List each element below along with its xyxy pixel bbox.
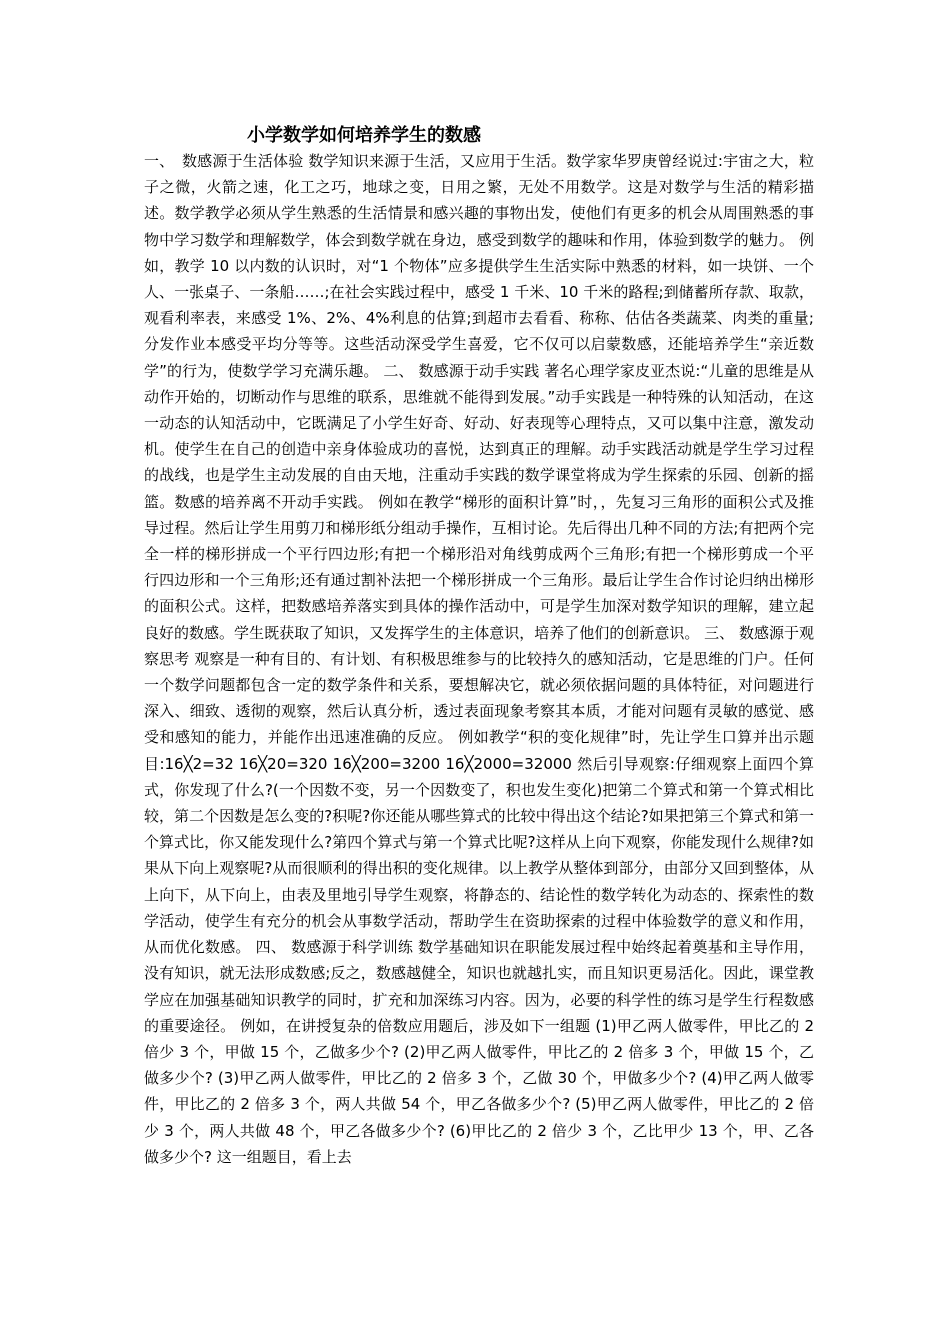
document-title: 小学数学如何培养学生的数感 xyxy=(247,125,481,146)
document-body-text: 一、 数感源于生活体验 数学知识来源于生活，又应用于生活。数学家华罗庚曾经说过:宇宙之大，粒子之微，火箭之速，化工之巧，地球之变，日用之繁，无处不用数学。这是对数学与生活的精彩描述。数学教学必须从学生熟悉的生活情景和感兴趣的事物出发，使他们有更多的机会从周围熟悉的事物中学习数学和理解数学，体会到数学就在身边，感受到数学的趣味和作用，体验到数学的魅力。 例如，教学 10 以内数的认识时，对“1 个物体”应多提供学生生活实际中熟悉的材料，如一块饼、一个人、一张桌子、一条船……;在社会实践过程中，感受 1 千米、10 千米的路程;到储蓄所存款、取款，观看利率表，来感受 1%、2%、4%利息的估算;到超市去看看、称称、估估各类蔬菜、肉类的重量;分发作业本感受平均分等等。这些活动深受学生喜爱，它不仅可以启蒙数感，还能培养学生“亲近数学”的行为，使数学学习充满乐趣。 二、 数感源于动手实践 著名心理学家皮亚杰说:“儿童的思维是从动作开始的，切断动作与思维的联系，思维就不能得到发展。”动手实践是一种特殊的认知活动，在这一动态的认知活动中，它既满足了小学生好奇、好动、好表现等心理特点，又可以集中注意，激发动机。使学生在自己的创造中亲身体验成功的喜悦，达到真正的理解。动手实践活动就是学生学习过程的战线，也是学生主动发展的自由天地，注重动手实践的数学课堂将成为学生探索的乐园、创新的摇篮。数感的培养离不开动手实践。 例如在教学“梯形的面积计算”时，，先复习三角形的面积公式及推导过程。然后让学生用剪刀和梯形纸分组动手操作，互相讨论。先后得出几种不同的方法;有把两个完全一样的梯形拼成一个平行四边形;有把一个梯形沿对角线剪成两个三角形;有把一个梯形剪成一个平行四边形和一个三角形;还有通过割补法把一个梯形拼成一个三角形。最后让学生合作讨论归纳出梯形的面积公式。这样，把数感培养落实到具体的操作活动中，可是学生加深对数学知识的理解，建立起良好的数感。学生既获取了知识，又发挥学生的主体意识，培养了他们的创新意识。 三、 数感源于观察思考 观察是一种有目的、有计划、有积极思维参与的比较持久的感知活动，它是思维的门户。任何一个数学问题都包含一定的数学条件和关系，要想解决它，就必须依据问题的具体特征，对问题进行深入、细致、透彻的观察，然后认真分析，透过表面现象考察其本质，才能对问题有灵敏的感觉、感受和感知的能力，并能作出迅速准确的反应。 例如教学“积的变化规律”时，先让学生口算并出示题目:16╳2=32 16╳20=320 16╳200=3200 16╳2000=32000 然后引导观察:仔细观察上面四个算式，你发现了什么?(一个因数不变，另一个因数变了，积也发生变化)把第二个算式和第一个算式相比较，第二个因数是怎么变的?积呢?你还能从哪些算式的比较中得出这个结论?如果把第三个算式和第一个算式比，你又能发现什么?第四个算式与第一个算式比呢?这样从上向下观察，你能发现什么规律?如果从下向上观察呢?从而很顺利的得出积的变化规律。以上教学从整体到部分，由部分又回到整体，从上向下，从下向上，由表及里地引导学生观察，将静态的、结论性的数学转化为动态的、探索性的数学活动，使学生有充分的机会从事数学活动，帮助学生在资助探索的过程中体验数学的意义和作用，从而优化数感。 四、 数感源于科学训练 数学基础知识在职能发展过程中始终起着奠基和主导作用，没有知识，就无法形成数感;反之，数感越健全，知识也就越扎实，而且知识更易活化。因此，课堂教学应在加强基础知识教学的同时，扩充和加深练习内容。因为，必要的科学性的练习是学生行程数感的重要途径。 例如，在讲授复杂的倍数应用题后，涉及如下一组题 (1)甲乙两人做零件，甲比乙的 2 倍少 3 个，甲做 15 个，乙做多少个? (2)甲乙两人做零件，甲比乙的 2 倍多 3 个，甲做 15 个，乙做多少个? (3)甲乙两人做零件，甲比乙的 2 倍多 3 个，乙做 30 个，甲做多少个? (4)甲乙两人做零件，甲比乙的 2 倍多 3 个，两人共做 54 个，甲乙各做多少个? (5)甲乙两人做零件，甲比乙的 2 倍少 3 个，两人共做 48 个，甲乙各做多少个? (6)甲比乙的 2 倍少 3 个，乙比甲少 13 个，甲、乙各做多少个? 这一组题目，看上去 xyxy=(144,152,814,1166)
